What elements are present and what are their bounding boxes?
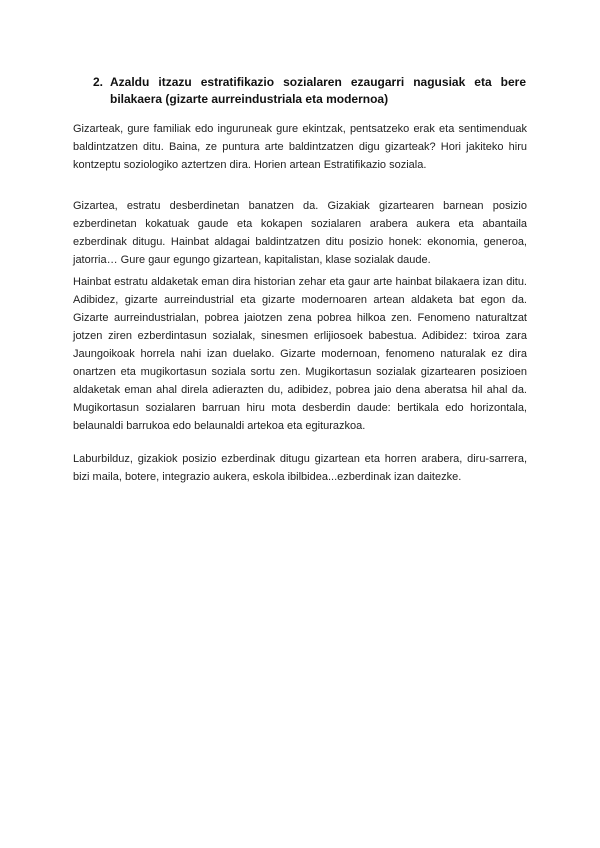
paragraph-strata: Gizartea, estratu desberdinetan banatzen da. Gizakiak gizartearen barnean posizio ezberdinetan kokatuak gaude eta kokapen sozialaren arabera aukera eta abantaila ezberdinak ditugu. Hainbat aldagai baldintzatzen ditu posizio honek: ekonomia, generoa, jatorria… Gure gaur egungo gizartean, kapitalistan, klase sozialak daude. [73, 200, 527, 266]
paragraph-summary: Laburbilduz, gizakiok posizio ezberdinak ditugu gizartean eta horren arabera, diru-sarrera, bizi maila, botere, integrazio aukera, eskola ibilbidea...ezberdinak izan daitezke. [73, 453, 527, 483]
question-heading [93, 74, 526, 108]
paragraph-intro: Gizarteak, gure familiak edo inguruneak gure ekintzak, pentsatzeko erak eta sentimenduak baldintzatzen ditu. Baina, ze puntura arte baldintzatzen digu gizarteak? Hori jakiteko hiru kontzeptu soziologiko aztertzen dira. Horien artean Estratifikazio soziala. [73, 123, 527, 171]
question-title: Azaldu itzazu estratifikazio sozialaren ezaugarri nagusiak eta bere bilakaera (gizarte aurreindustriala eta modernoa) [110, 75, 526, 106]
question-number: 2. [93, 75, 104, 89]
paragraph-evolution: Hainbat estratu aldaketak eman dira historian zehar eta gaur arte hainbat bilakaera izan ditu. Adibidez, gizarte aurreindustrial eta gizarte modernoaren artean aldaketa bat egon da. Gizarte aurreindustrialan, pobrea jaiotzen zena pobrea hilkoa zen. Fenomeno naturaltzat jotzen ziren ezberdintasun sozialak, sinesmen erlijiosoek babestua. Adibidez: txiroa zara Jaungoikoak horrela nahi izan duelako. Gizarte modernoan, fenomeno naturalak ez dira onartzen eta mugikortasun soziala sortu zen. Mugikortasun sozialak gizartearen posizioen aldaketak eman ahal direla adierazten du, adibidez, pobrea jaio dena aberatsa hil ahal da. Mugikortasun sozialaren barruan hiru mota desberdin daude: bertikala edo horizontala, belaunaldi barrukoa edo belaunaldi artekoa eta egiturazkoa. [73, 276, 527, 432]
